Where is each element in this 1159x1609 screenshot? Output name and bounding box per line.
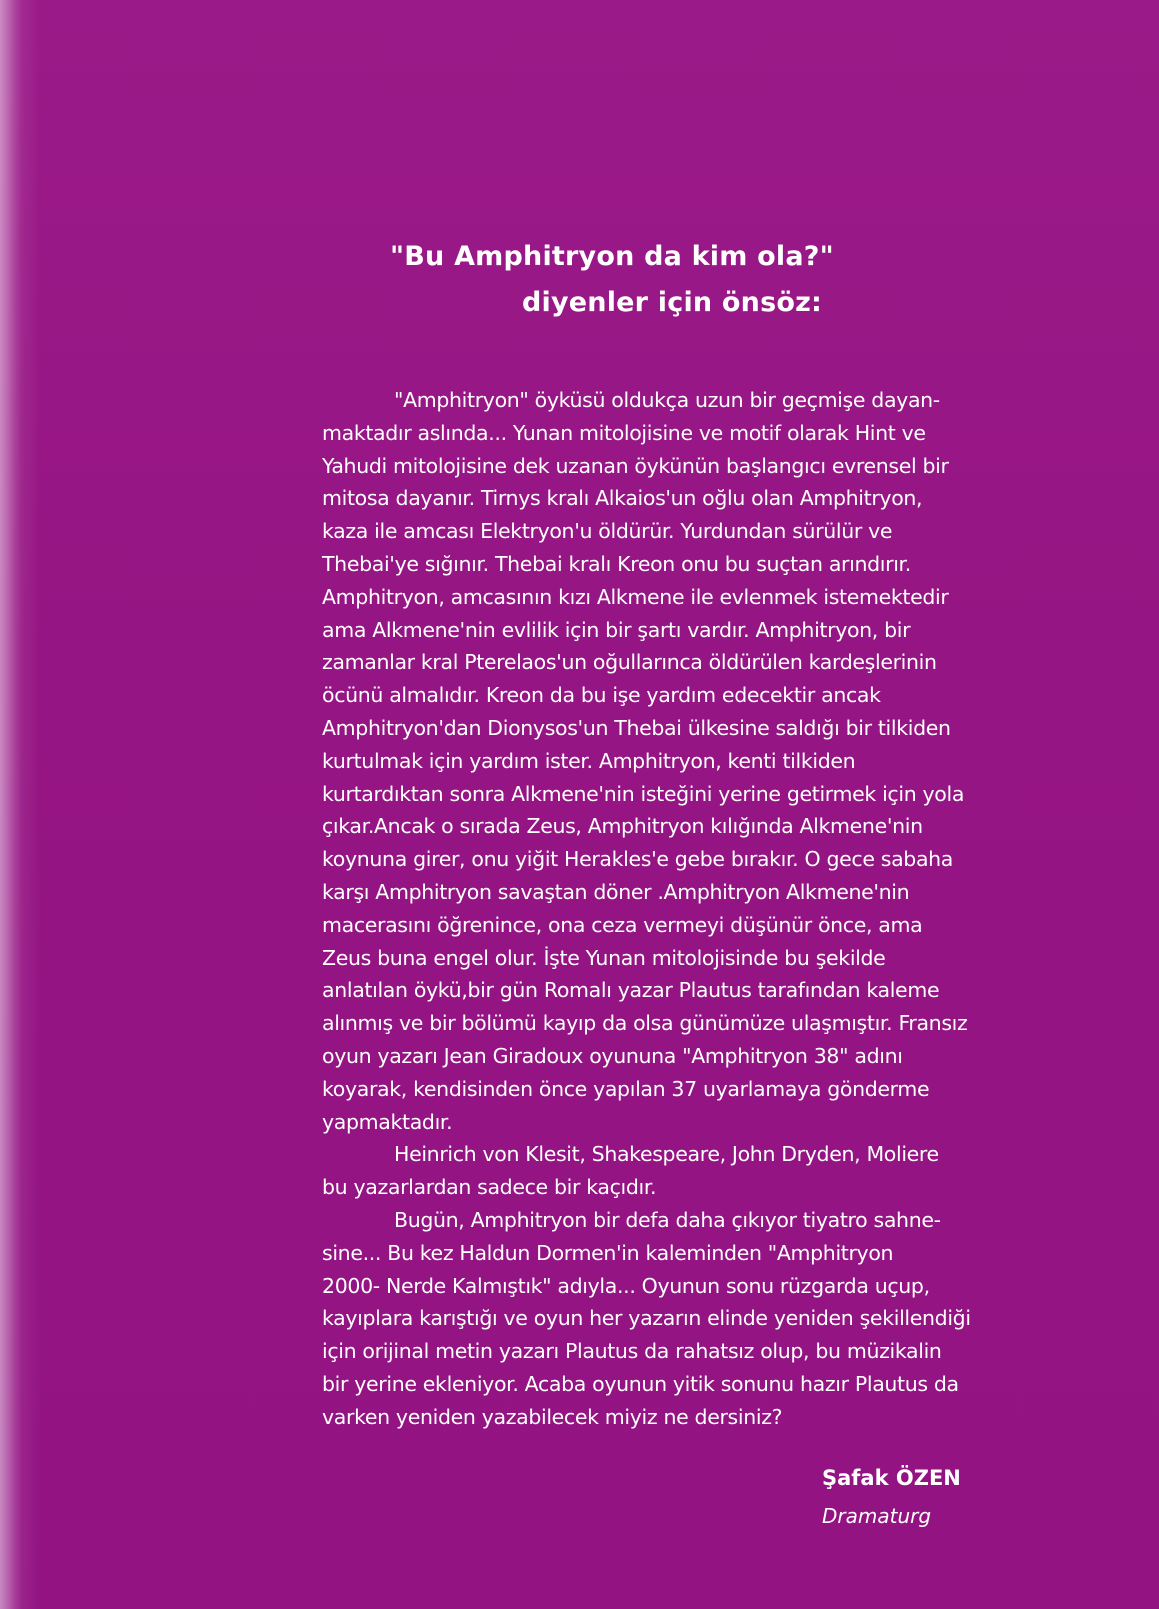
body-line: için orijinal metin yazarı Plautus da rahatsız olup, bu müzikalin xyxy=(322,1339,942,1364)
title-line-1: "Bu Amphitryon da kim ola?" xyxy=(390,241,834,272)
body-line: Amphitryon, amcasının kızı Alkmene ile evlenmek istemektedir xyxy=(322,584,949,609)
body-line: karşı Amphitryon savaştan döner .Amphitryon Alkmene'nin xyxy=(322,879,910,904)
body-line: Heinrich von Klesit, Shakespeare, John Dryden, Moliere xyxy=(394,1142,939,1167)
body-line: Bugün, Amphitryon bir defa daha çıkıyor tiyatro sahne- xyxy=(394,1207,941,1232)
body-line: koyarak, kendisinden önce yapılan 37 uyarlamaya gönderme xyxy=(322,1076,930,1101)
body-line: mitosa dayanır. Tirnys kralı Alkaios'un oğlu olan Amphitryon, xyxy=(322,486,923,511)
body-line: öcünü almalıdır. Kreon da bu işe yardım edecektir ancak xyxy=(322,683,881,708)
body-line: bu yazarlardan sadece bir kaçıdır. xyxy=(322,1175,657,1200)
body-line: alınmış ve bir bölümü kayıp da olsa günümüze ulaşmıştır. Fransız xyxy=(322,1011,968,1036)
body-line: kurtardıktan sonra Alkmene'nin isteğini yerine getirmek için yola xyxy=(322,781,965,806)
body-line: Yahudi mitolojisine dek uzanan öykünün başlangıcı evrensel bir xyxy=(322,453,949,478)
body-line: "Amphitryon" öyküsü oldukça uzun bir geçmişe dayan- xyxy=(394,388,940,412)
body-line: ama Alkmene'nin evlilik için bir şartı vardır. Amphitryon, bir xyxy=(322,617,911,642)
signature-block xyxy=(822,1462,1122,1532)
body-line: kayıplara karıştığı ve oyun her yazarın elinde yeniden şekillendiği xyxy=(322,1306,971,1331)
title-line-2: diyenler için önsöz: xyxy=(522,287,823,318)
body-line: kurtulmak için yardım ister. Amphitryon, kenti tilkiden xyxy=(322,748,856,773)
body-line: çıkar.Ancak o sırada Zeus, Amphitryon kılığında Alkmene'nin xyxy=(322,814,923,839)
body-line: 2000- Nerde Kalmıştık" adıyla... Oyunun sonu rüzgarda uçup, xyxy=(322,1273,930,1298)
body-line: maktadır aslında... Yunan mitolojisine ve motif olarak Hint ve xyxy=(322,420,926,445)
author-name: Şafak ÖZEN xyxy=(822,1466,961,1490)
body-line: koynuna girer, onu yiğit Herakles'e gebe bırakır. O gece sabaha xyxy=(322,847,954,872)
body-line: kaza ile amcası Elektryon'u öldürür. Yurdundan sürülür ve xyxy=(322,519,893,544)
page-fold-highlight xyxy=(0,0,22,1609)
body-line: macerasını öğrenince, ona ceza vermeyi düşünür önce, ama xyxy=(322,912,923,937)
author-role: Dramaturg xyxy=(822,1504,932,1528)
body-line: yapmaktadır. xyxy=(322,1109,453,1134)
body-line: oyun yazarı Jean Giradoux oyununa "Amphitryon 38" adını xyxy=(322,1043,903,1068)
page-title xyxy=(380,234,980,326)
body-line: zamanlar kral Pterelaos'un oğullarınca öldürülen kardeşlerinin xyxy=(322,650,937,675)
body-line: anlatılan öykü,bir gün Romalı yazar Plautus tarafından kaleme xyxy=(322,978,940,1003)
body-line: Thebai'ye sığınır. Thebai kralı Kreon onu bu suçtan arındırır. xyxy=(322,551,911,576)
body-line: Amphitryon'dan Dionysos'un Thebai ülkesine saldığı bir tilkiden xyxy=(322,715,951,740)
body-line: sine... Bu kez Haldun Dormen'in kaleminden "Amphitryon xyxy=(322,1240,894,1265)
body-line: Zeus buna engel olur. İşte Yunan mitolojisinde bu şekilde xyxy=(322,945,886,970)
body-line: varken yeniden yazabilecek miyiz ne dersiniz? xyxy=(322,1404,783,1429)
preface-body xyxy=(322,384,1022,1434)
body-line: bir yerine ekleniyor. Acaba oyunun yitik sonunu hazır Plautus da xyxy=(322,1371,959,1396)
